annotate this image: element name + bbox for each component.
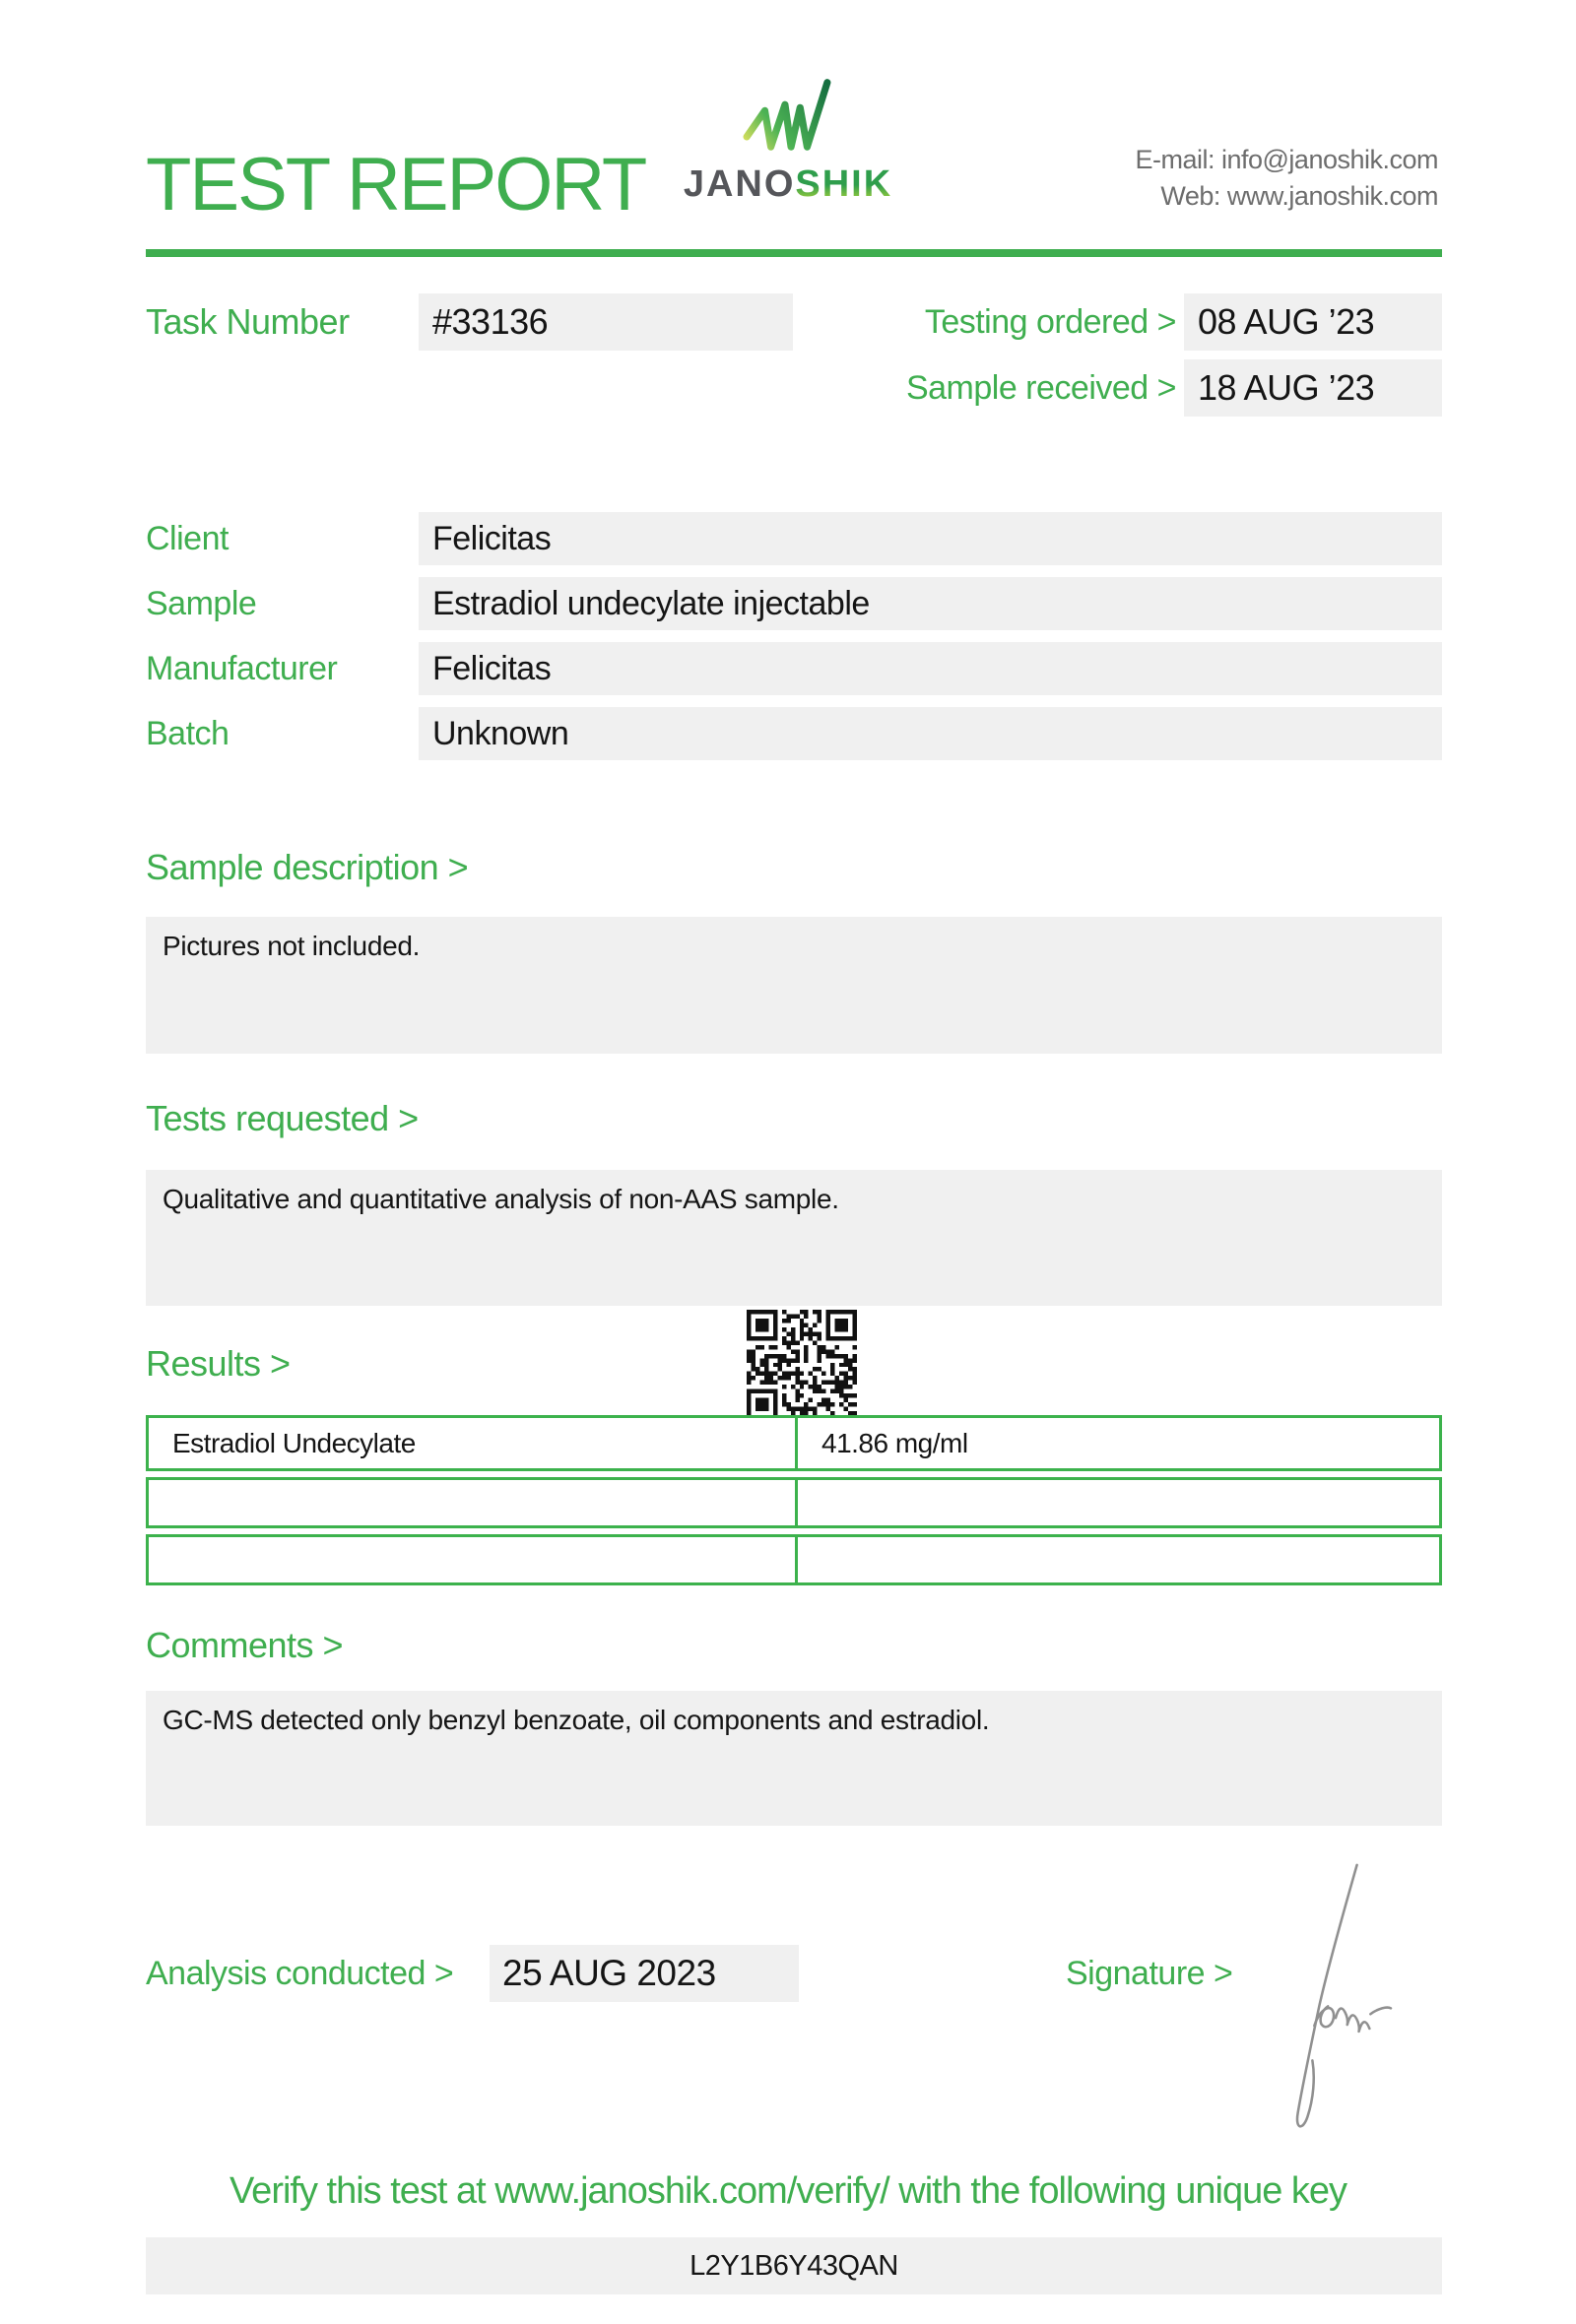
client-label: Client bbox=[146, 520, 229, 557]
client-value: Felicitas bbox=[432, 520, 552, 557]
manufacturer-label: Manufacturer bbox=[146, 650, 338, 687]
web-value: www.janoshik.com bbox=[1226, 181, 1438, 211]
results-table-row bbox=[146, 1415, 1442, 1471]
results-table-row bbox=[146, 1534, 1442, 1585]
batch-label: Batch bbox=[146, 715, 230, 752]
sample-label: Sample bbox=[146, 585, 257, 622]
signature-label: Signature > bbox=[1066, 1955, 1233, 1992]
sample-description-heading: Sample description > bbox=[146, 847, 469, 887]
logo-chart-icon bbox=[743, 77, 833, 156]
results-table-row bbox=[146, 1477, 1442, 1528]
testing-ordered-box bbox=[1184, 293, 1442, 351]
email-label: E-mail: bbox=[1135, 145, 1215, 174]
results-heading: Results > bbox=[146, 1343, 291, 1384]
sample-received-label: Sample received > bbox=[905, 369, 1176, 407]
analysis-date-value: 25 AUG 2023 bbox=[502, 1953, 716, 1993]
contact-web-line bbox=[1135, 178, 1438, 215]
sample-received-date: 18 AUG ’23 bbox=[1198, 367, 1375, 408]
logo-jano-text: JANO bbox=[683, 163, 796, 205]
email-value: info@janoshik.com bbox=[1220, 145, 1438, 174]
qr-code bbox=[747, 1310, 857, 1420]
sample-value: Estradiol undecylate injectable bbox=[432, 585, 870, 622]
result-value-cell: 41.86 mg/ml bbox=[821, 1427, 968, 1458]
tests-requested-heading: Tests requested > bbox=[146, 1098, 419, 1138]
contact-block bbox=[1135, 142, 1438, 215]
batch-value-box bbox=[419, 707, 1442, 760]
result-value-cell bbox=[798, 1480, 1439, 1525]
comments-heading: Comments > bbox=[146, 1625, 344, 1665]
signature-image bbox=[1273, 1859, 1396, 2140]
testing-ordered-date: 08 AUG ’23 bbox=[1198, 301, 1375, 342]
header-divider bbox=[146, 249, 1442, 257]
testing-ordered-label: Testing ordered > bbox=[924, 303, 1176, 341]
contact-email-line bbox=[1135, 142, 1438, 178]
comments-text: GC-MS detected only benzyl benzoate, oil components and estradiol. bbox=[163, 1705, 990, 1735]
sample-received-box bbox=[1184, 359, 1442, 417]
logo-wordmark bbox=[650, 163, 926, 206]
tests-requested-box bbox=[146, 1170, 1442, 1306]
page-title: TEST REPORT bbox=[146, 143, 646, 226]
comments-box bbox=[146, 1691, 1442, 1826]
task-number-box bbox=[419, 293, 793, 351]
result-value-cell bbox=[798, 1537, 1439, 1582]
unique-key-box bbox=[146, 2237, 1442, 2294]
tests-requested-text: Qualitative and quantitative analysis of non-AAS sample. bbox=[163, 1184, 839, 1214]
result-analyte-cell bbox=[149, 1537, 798, 1582]
result-analyte-cell: Estradiol Undecylate bbox=[149, 1418, 798, 1468]
manufacturer-value-box bbox=[419, 642, 1442, 695]
sample-description-text: Pictures not included. bbox=[163, 931, 421, 961]
result-analyte-cell bbox=[149, 1480, 798, 1525]
manufacturer-value: Felicitas bbox=[432, 650, 552, 687]
analysis-conducted-label: Analysis conducted > bbox=[146, 1955, 454, 1992]
sample-description-box bbox=[146, 917, 1442, 1054]
logo-shik-text: SHIK bbox=[795, 163, 893, 205]
web-label: Web: bbox=[1160, 181, 1220, 211]
unique-key-value: L2Y1B6Y43QAN bbox=[690, 2250, 898, 2282]
task-number-value: #33136 bbox=[432, 301, 549, 342]
batch-value: Unknown bbox=[432, 715, 569, 752]
verify-instruction: Verify this test at www.janoshik.com/verify/ with the following unique key bbox=[229, 2170, 1347, 2212]
analysis-date-box bbox=[490, 1945, 799, 2002]
client-value-box bbox=[419, 512, 1442, 565]
sample-value-box bbox=[419, 577, 1442, 630]
task-number-label: Task Number bbox=[146, 301, 350, 342]
